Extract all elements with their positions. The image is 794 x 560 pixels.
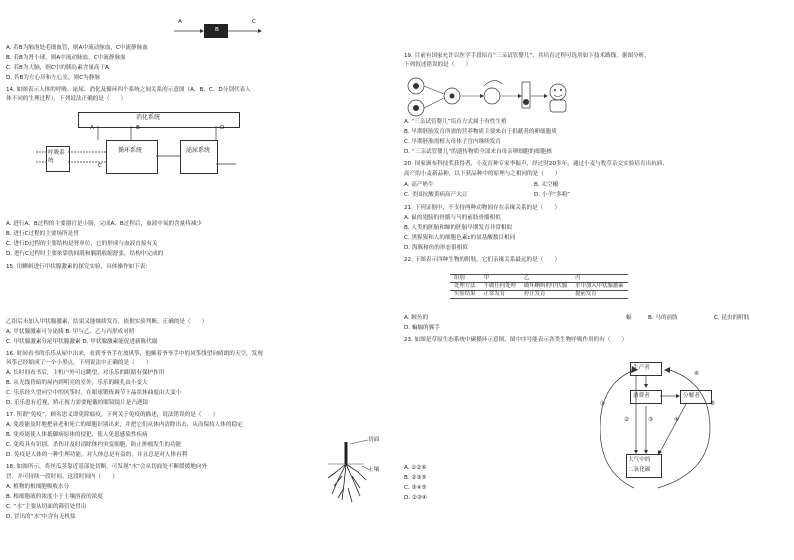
q19-stem: 19. 目前有国家允许以医学手段培育“三亲试管婴儿”，其培育过程可选用如下技术路线，据图分析， (404, 53, 650, 59)
q22-option-a: A. 鲸鱼的 (404, 315, 429, 321)
q20-stem-2: 高产的小麦新品种，以下获品种中的原理与之相同的是（ ） (404, 171, 561, 177)
arrow-num-5: ⑤ (710, 401, 716, 407)
q19-option-c: C. 早期胚胎需植入母体子宫内继续发育 (404, 139, 501, 145)
q17-option-b: B. 免疫能使人体抵御病原体的侵犯，使人免患感染性疾病 (6, 432, 148, 438)
q16-option-a: A. 长时间看书后，主机户外可远眺望，对乐乐的眼睛有保护作用 (6, 370, 165, 376)
q16-option-b: B. 从光线昏暗的屋内到明亮的室外，乐乐的瞳孔由小变大 (6, 380, 148, 386)
circulatory-system-label: 循环系统 (118, 147, 143, 154)
arrow-num-6: ⑥ (694, 371, 700, 377)
q15-after: 乙组后未加入甲状腺激素，结果又能继续发育，依据实验判断，正确的是（ ） (6, 319, 208, 325)
q19-option-d: D. “三亲试管婴儿”的遗传物质全部来自母亲卵细胞的细胞核 (404, 149, 552, 155)
label-a: A (178, 19, 182, 25)
q23-option-c: C. ③④⑤ (404, 485, 427, 491)
q18-stem: 18. 如图所示，将丝瓜茎靠近基部处切断，可发现“水”会从切面处不断缓缓地向外 (6, 464, 208, 470)
urinary-system-label: 泌尿系统 (186, 147, 211, 154)
prev-option-d: D. 若B为左心房和左心室，则C为静脉 (6, 75, 100, 81)
q18-option-a: A. 植物的根细胞吸收水分 (6, 484, 70, 490)
table-cell: 甲 (480, 275, 520, 283)
q14-label-c: C (98, 163, 102, 169)
q16-option-d: D. 乐乐患有近视，矫正视力需要配戴的眼镜镜片是凸透镜 (6, 400, 149, 406)
q17-option-d: D. 免疫是人体的一种生理功能，对人体总是有益的，并且总是对人体有利 (6, 452, 188, 458)
label-b: B (215, 27, 219, 33)
q14-stem-2: 体不同的生理过程），下列说法正确的是（ ） (6, 96, 127, 102)
table-cell: 水中加入甲状腺激素 (571, 283, 628, 291)
q14-label-a: A (90, 125, 94, 131)
q23-stem: 23. 如图是草原生态系统中碳循环示意图，图中序号能表示各类生物呼吸作用的有（ ） (404, 337, 628, 343)
q14-label-d: D (220, 125, 225, 131)
q22-option-bat: 蝠 (626, 315, 632, 321)
decomposer-label: 分解者 (683, 393, 700, 399)
label-c: C (252, 19, 256, 25)
q17-option-c: C. 免疫具有识别、杀伤并及时清除体内突变细胞，防止肿瘤发生的功能 (6, 442, 182, 448)
q17-stem: 17. 所谓“免疫”，顾名思义即免除瘟疫。下列关于免疫的描述，说法错误的是（ ） (6, 412, 219, 418)
q22-option-c: C. 昆虫的附肢 (714, 315, 750, 321)
q21-option-d: D. 海豚和鱼的形态很相似 (404, 245, 468, 251)
prev-option-c: C. 若B为大脑，则C中的胰岛素含量高于A (6, 65, 109, 71)
q14-option-a: A. 进行A、B过程的主要器官是小肠，完成A、B过程后，血液中氧的含量将减少 (6, 221, 203, 227)
q18-option-d: D. 冒出的“水”中含有无机盐 (6, 514, 76, 520)
q23-option-b: B. ②③⑤ (404, 475, 427, 481)
q22-stem: 22. 下图表示四种生物的附肢，它们亲缘关系最远的是（ ） (404, 257, 561, 263)
table-cell: 提前发育 (571, 291, 628, 299)
q15-option-c: C. 甲状腺激素分泌甲状腺激素 D. 甲状腺激素能促进新陈代谢 (6, 339, 158, 345)
q14-stem: 14. 如图表示人体的呼吸、泌尿、消化及循环四个系统之间关系的示意图（A、B、C、D分别代表人 (6, 87, 251, 93)
q20-option-c: C. 美国抗酸黄病高产大豆 (404, 192, 468, 198)
q20-option-d: D. 小羊“多莉” (534, 192, 571, 198)
table-cell: 丙 (571, 275, 628, 283)
q14-option-d: D. 进行C过程时主要依靠肋间肌和膈肌收缩舒张，结构中完成的 (6, 251, 164, 257)
atmosphere-co2-label-2: 二氧化碳 (628, 467, 651, 473)
table-cell: 破坏蝌蚪的甲状腺 (520, 283, 571, 291)
arrow-num-4: ④ (674, 417, 680, 423)
table-cell: 组别 (450, 275, 480, 283)
q16-stem: 16. 时间看书的乐乐从屋中出来，看到爷爷手在放风筝，他顺着爷爷手中的风筝线望向晴朗的天空，发现 (6, 351, 263, 357)
q23-option-d: D. ②③④ (404, 495, 427, 501)
q16-stem-2: 风筝已经缩成了一个小黑点。下列说法中正确的是（ ） (6, 360, 152, 366)
q20-stem: 20. 国家颁布科技奖获得者，小麦育种专家李振声，经过时20多年，通过小麦与牧草杂交实验培育出抗病、 (404, 161, 668, 167)
cut-surface-label: 切面 (368, 437, 380, 443)
digestive-system-label: 消化系统 (136, 114, 161, 121)
flow-arrow-diagram (174, 22, 264, 40)
q23-option-a: A. ①②⑥ (404, 465, 427, 471)
q14-option-b: B. 进行C过程的主要场所是胃 (6, 231, 79, 237)
table-cell: 正常发育 (480, 291, 520, 299)
respiratory-system-label: 呼吸系统 (48, 150, 65, 164)
q22-option-d: D. 蝙蝠的翼手 (404, 325, 440, 331)
q19-stem-2: 下列叙述错误的是（ ） (404, 62, 472, 68)
q21-option-c: C. 黑猩猩和人的细胞色素c的氨基酸数目相同 (404, 235, 516, 241)
table-row (450, 283, 628, 291)
table-header-row (450, 275, 628, 283)
table-cell: 停止发育 (520, 291, 571, 299)
q16-option-c: C. 乐乐经久望向空中的风筝时，在眼球锻炼调节下晶状体曲度由大变小 (6, 390, 182, 396)
arrow-num-3: ③ (648, 417, 654, 423)
q18-stem-2: 冒，并可持续一段时间。这段时间内（ ） (6, 474, 118, 480)
q21-option-a: A. 鼠的翅膀的骨骼与马的前肢骨骼相似 (404, 215, 501, 221)
arrow-num-2: ② (624, 417, 630, 423)
q18-option-b: B. 根细胞液的浓度小于土壤溶液的浓度 (6, 494, 103, 500)
q21-stem: 21. 下列证据中，不支持两种动物间存在亲缘关系的是（ ） (404, 205, 561, 211)
q18-option-c: C. “水”主要从切面的筛管处冒出 (6, 504, 87, 510)
q14-arrows (6, 108, 266, 180)
consumer-label: 消费者 (633, 393, 650, 399)
q20-option-a: A. 高产奶牛 (404, 182, 434, 188)
table-cell: 处理方法 (450, 283, 480, 291)
q14-label-b: B (136, 125, 140, 131)
q22-option-b: B. 马的前肢 (648, 315, 678, 321)
q15-stem: 15. 用蝌蚪进行甲状腺激素的探究实验，具体操作如下表： (6, 264, 151, 270)
atmosphere-co2-label-1: 大气中的 (628, 457, 651, 463)
soil-label: 土壤 (368, 467, 380, 473)
q14-option-c: C. 进行D过程的主要结构是肾单位，它的形成与血液直接有关 (6, 241, 158, 247)
table-cell: 不做任何处理 (480, 283, 520, 291)
q15-option-a: A. 甲状腺激素可分泌胰 B. 甲与乙、乙与丙形成对照 (6, 329, 135, 335)
q21-option-b: B. 人类的胚胎和鲸的胚胎早期发育非常相似 (404, 225, 513, 231)
table-cell: 实验结果 (450, 291, 480, 299)
prev-option-b: B. 若B为肾小球，则A中流动脉血，C中流静脉血 (6, 55, 126, 61)
arrow-num-1: ① (600, 401, 606, 407)
q20-option-b: B. 太空椒 (534, 182, 559, 188)
prev-option-a: A. 若B为肺泡处毛细血管，则A中流动脉血，C中流静脉血 (6, 45, 148, 51)
ivf-process-diagram (406, 72, 576, 120)
q19-option-b: B. 早期胚胎发育所需的营养物质主要来自于捐献者的卵细胞质 (404, 129, 557, 135)
table-row (450, 291, 628, 299)
experiment-table (450, 274, 628, 299)
producer-label: 生产者 (633, 365, 650, 371)
q19-option-a: A. “三亲试管婴儿”培育方式属于有性生殖 (404, 119, 507, 125)
table-cell: 乙 (520, 275, 571, 283)
carbon-cycle-arrows (600, 354, 720, 502)
q17-option-a: A. 免疫能及时地把衰老和死亡的细胞识别出来，并把它们从体内清除出去，从而保持人体的稳定 (6, 422, 243, 428)
